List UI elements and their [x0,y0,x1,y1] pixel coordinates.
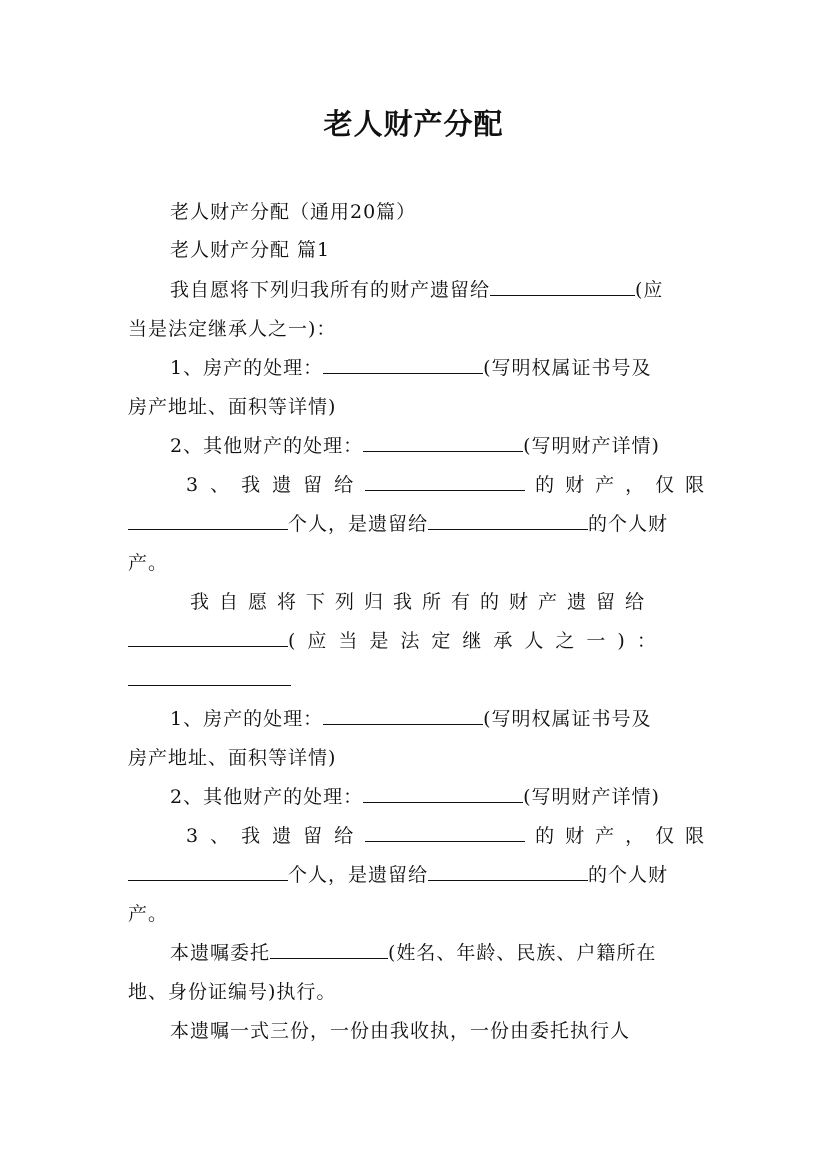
text-segment: 我自愿将下列归我所有的财产遗留给 [190,591,655,613]
paragraph-line: 产。 [128,903,169,925]
text-segment: 的个人财 [588,864,669,886]
fill-in-blank [365,823,525,842]
section-heading: 老人财产分配 篇1 [170,239,331,261]
paragraph-line [128,667,291,693]
paragraph-line [170,706,652,732]
text-segment: 3、我遗留给 [186,474,366,496]
paragraph-line [170,433,660,459]
fill-in-blank [490,277,635,296]
fill-in-blank [363,433,523,452]
text-segment: 的个人财 [588,513,669,535]
paragraph-line: 产。 [128,552,169,574]
text-segment: 2、其他财产的处理： [170,786,364,808]
paragraph-line [170,940,656,966]
text-segment: 个人，是遗留给 [288,864,429,886]
text-segment: 我自愿将下列归我所有的财产遗留给 [170,279,491,301]
text-segment: (写明权属证书号及 [483,357,652,379]
text-segment: 1、房产的处理： [170,708,324,730]
text-segment: (应 [635,279,664,301]
paragraph-line [186,823,715,849]
text-segment: 的财产，仅限 [535,825,716,847]
paragraph-line [128,511,668,537]
paragraph-line [128,862,668,888]
paragraph-line [170,355,652,381]
text-segment: (写明财产详情) [523,786,660,808]
fill-in-blank [270,940,388,959]
paragraph-line: 地、身份证编号)执行。 [128,981,337,1003]
text-segment: (应当是法定继承人之一)： [288,630,668,652]
subtitle: 老人财产分配（通用20篇） [170,201,417,223]
fill-in-blank [128,511,288,530]
fill-in-blank [428,511,588,530]
fill-in-blank [323,706,483,725]
paragraph-line [190,589,654,615]
text-segment: 本遗嘱委托 [170,942,271,964]
fill-in-blank [128,667,291,686]
fill-in-blank [428,862,588,881]
text-segment: (姓名、年龄、民族、户籍所在 [388,942,657,964]
fill-in-blank [363,784,523,803]
fill-in-blank [128,628,288,647]
paragraph-line: 房产地址、面积等详情) [128,396,337,418]
text-segment: 的财产，仅限 [535,474,716,496]
text-segment: 1、房产的处理： [170,357,324,379]
paragraph-line [186,472,715,498]
text-segment: 3、我遗留给 [186,825,366,847]
fill-in-blank [323,355,483,374]
text-segment: (写明权属证书号及 [483,708,652,730]
paragraph-line [170,277,663,303]
text-segment: (写明财产详情) [523,435,660,457]
text-segment: 2、其他财产的处理： [170,435,364,457]
paragraph-line: 当是法定继承人之一)： [128,318,337,340]
fill-in-blank [128,862,288,881]
paragraph-line [170,784,660,810]
paragraph-line [128,628,668,654]
text-segment: 个人，是遗留给 [288,513,429,535]
fill-in-blank [365,472,525,491]
document-title: 老人财产分配 [323,107,504,141]
paragraph-line: 房产地址、面积等详情) [128,747,337,769]
paragraph-line: 本遗嘱一式三份，一份由我收执，一份由委托执行人 [170,1020,631,1042]
